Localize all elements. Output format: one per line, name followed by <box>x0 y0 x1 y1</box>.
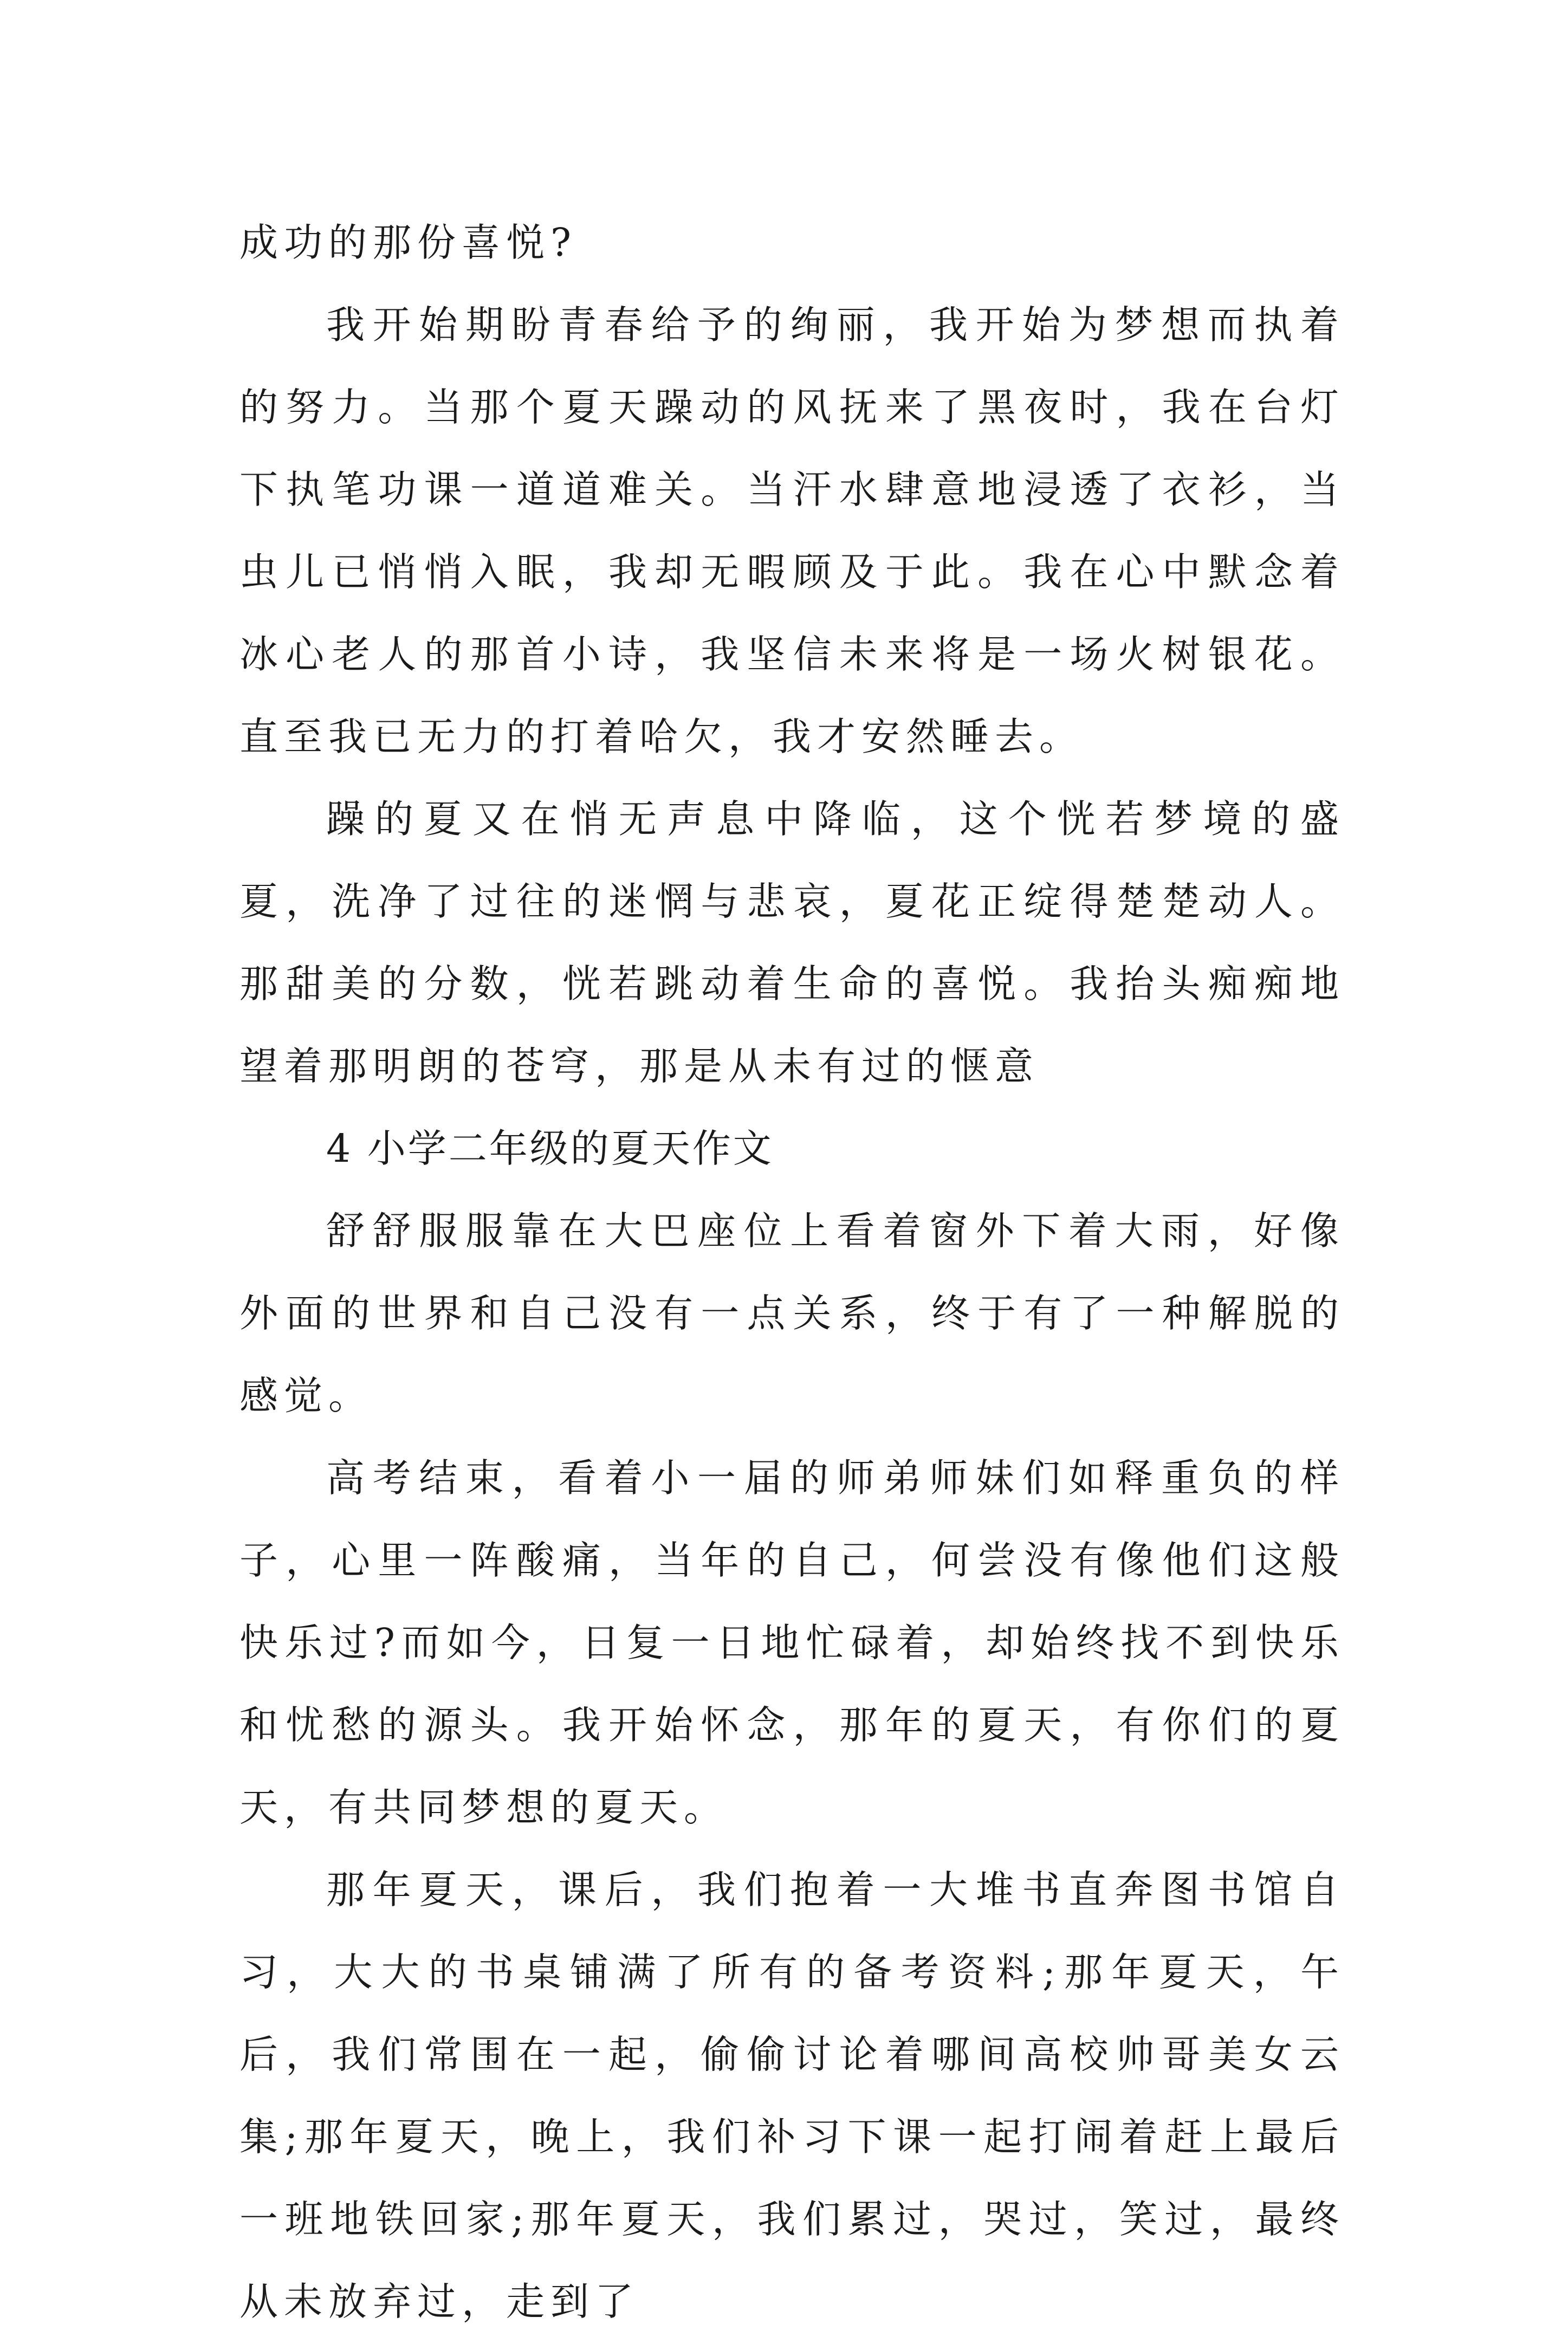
paragraph: 我开始期盼青春给予的绚丽，我开始为梦想而执着的努力。当那个夏天躁动的风抚来了黑夜时，我在台灯下执笔功课一道道难关。当汗水肆意地浸透了衣衫，当虫儿已悄悄入眠，我却无暇顾及于此。我在心中默念着冰心老人的那首小诗，我坚信未来将是一场火树银花。直至我已无力的打着哈欠，我才安然睡去。 <box>239 302 1345 759</box>
document-body <box>239 202 1345 2343</box>
paragraph: 那年夏天，课后，我们抱着一大堆书直奔图书馆自习，大大的书桌铺满了所有的备考资料;那年夏天，午后，我们常围在一起，偷偷讨论着哪间高校帅哥美女云集;那年夏天，晚上，我们补习下课一起打闹着赶上最后一班地铁回家;那年夏天，我们累过，哭过，笑过，最终从未放弃过，走到了 <box>239 1867 1345 2324</box>
paragraph-continuation: 成功的那份喜悦? <box>239 220 578 265</box>
section-heading: 4 小学二年级的夏天作文 <box>326 1126 774 1171</box>
paragraph: 高考结束，看着小一届的师弟师妹们如释重负的样子，心里一阵酸痛，当年的自己，何尝没有像他们这般快乐过?而如今，日复一日地忙碌着，却始终找不到快乐和忧愁的源头。我开始怀念，那年的夏天，有你们的夏天，有共同梦想的夏天。 <box>239 1455 1345 1830</box>
paragraph: 躁的夏又在悄无声息中降临，这个恍若梦境的盛夏，洗净了过往的迷惘与悲哀，夏花正绽得楚楚动人。那甜美的分数，恍若跳动着生命的喜悦。我抬头痴痴地望着那明朗的苍穹，那是从未有过的惬意 <box>239 797 1345 1089</box>
paragraph: 舒舒服服靠在大巴座位上看着窗外下着大雨，好像外面的世界和自己没有一点关系，终于有了一种解脱的感觉。 <box>239 1208 1345 1418</box>
